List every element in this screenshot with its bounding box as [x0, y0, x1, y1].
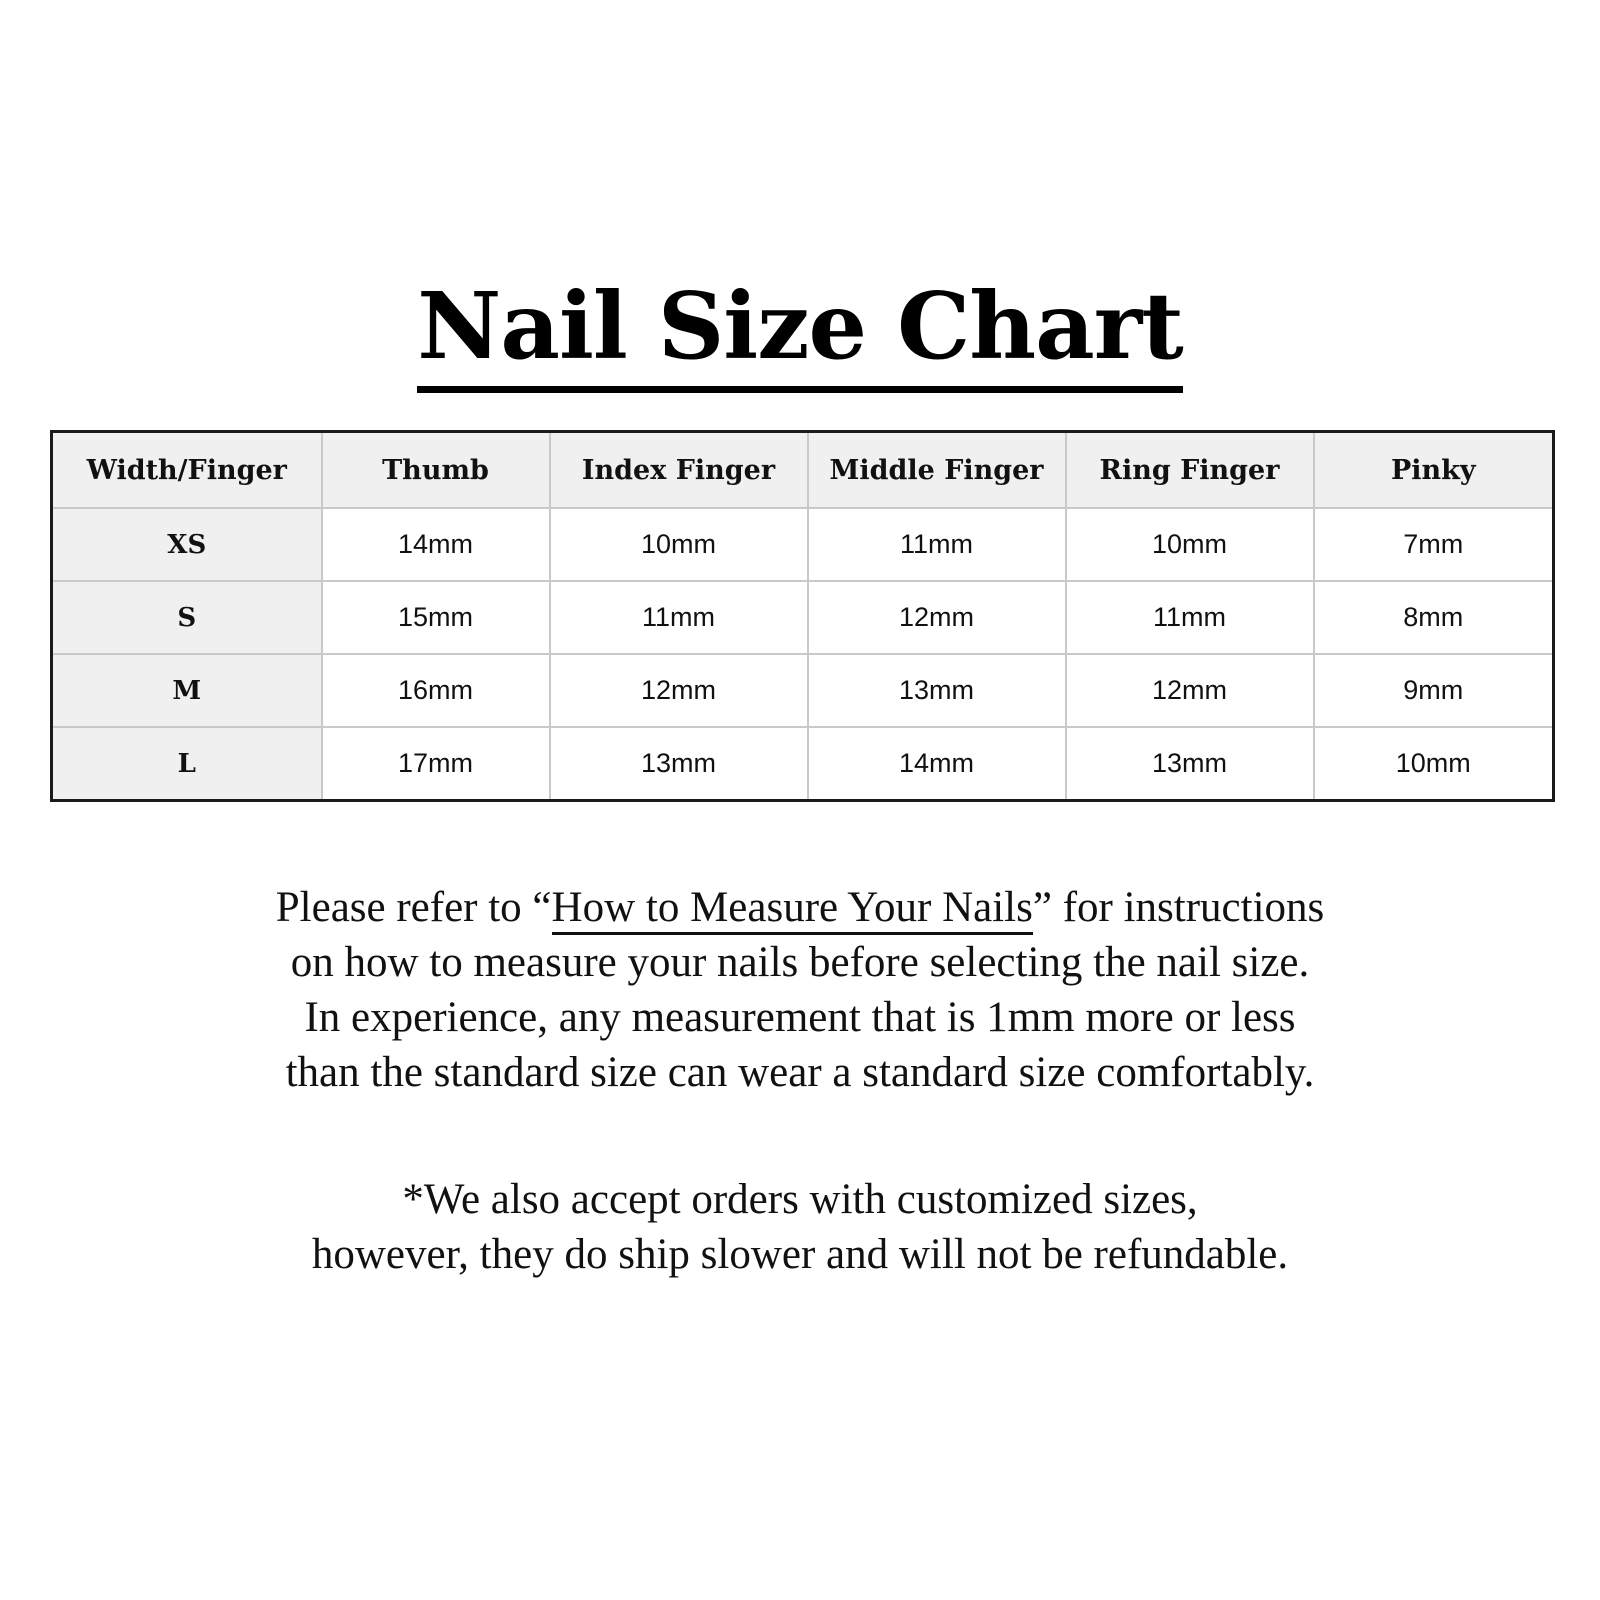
custom-sizes-note: [0, 1172, 1600, 1282]
cell-m-middle: 13mm: [808, 654, 1066, 727]
cell-xs-pinky: 7mm: [1314, 508, 1554, 581]
cell-m-thumb: 16mm: [322, 654, 550, 727]
cell-s-pinky: 8mm: [1314, 581, 1554, 654]
instructions-line-1-pre: Please refer to “: [275, 884, 552, 931]
notes-section: [0, 880, 1600, 1282]
cell-m-ring: 12mm: [1066, 654, 1314, 727]
column-header-pinky: Pinky: [1314, 432, 1554, 509]
cell-m-index: 12mm: [550, 654, 808, 727]
cell-s-thumb: 15mm: [322, 581, 550, 654]
instructions-line-3: In experience, any measurement that is 1mm more or less: [304, 994, 1296, 1042]
size-chart-container: [50, 430, 1552, 802]
cell-s-ring: 11mm: [1066, 581, 1314, 654]
cell-m-pinky: 9mm: [1314, 654, 1554, 727]
page-title-container: [0, 0, 1600, 454]
instructions-line-4: than the standard size can wear a standard size comfortably.: [285, 1049, 1315, 1097]
column-header-thumb: Thumb: [322, 432, 550, 509]
cell-s-index: 11mm: [550, 581, 808, 654]
column-header-width-finger: Width/Finger: [52, 432, 322, 509]
table-row: [52, 654, 1554, 727]
size-chart-table: [50, 430, 1555, 802]
row-header-xs: XS: [52, 508, 322, 581]
instructions-line-1-post: ” for instructions: [1032, 884, 1325, 931]
instructions-line-2: on how to measure your nails before selecting the nail size.: [290, 939, 1310, 987]
cell-xs-thumb: 14mm: [322, 508, 550, 581]
page-title: Nail Size Chart: [417, 280, 1183, 393]
table-body: [52, 508, 1554, 801]
how-to-measure-link[interactable]: How to Measure Your Nails: [552, 884, 1033, 935]
instructions-note: [0, 880, 1600, 1100]
cell-l-index: 13mm: [550, 727, 808, 801]
custom-sizes-line-1: *We also accept orders with customized sizes,: [402, 1176, 1198, 1224]
table-row: [52, 508, 1554, 581]
cell-xs-ring: 10mm: [1066, 508, 1314, 581]
instructions-line-1: [0, 880, 1600, 935]
custom-sizes-line-2: however, they do ship slower and will not be refundable.: [311, 1231, 1289, 1279]
row-header-l: L: [52, 727, 322, 801]
cell-l-ring: 13mm: [1066, 727, 1314, 801]
row-header-m: M: [52, 654, 322, 727]
cell-xs-middle: 11mm: [808, 508, 1066, 581]
row-header-s: S: [52, 581, 322, 654]
column-header-ring-finger: Ring Finger: [1066, 432, 1314, 509]
column-header-index-finger: Index Finger: [550, 432, 808, 509]
cell-l-middle: 14mm: [808, 727, 1066, 801]
column-header-middle-finger: Middle Finger: [808, 432, 1066, 509]
table-header-row: [52, 432, 1554, 509]
cell-l-pinky: 10mm: [1314, 727, 1554, 801]
table-header: [52, 432, 1554, 509]
cell-s-middle: 12mm: [808, 581, 1066, 654]
table-row: [52, 581, 1554, 654]
cell-xs-index: 10mm: [550, 508, 808, 581]
table-row: [52, 727, 1554, 801]
cell-l-thumb: 17mm: [322, 727, 550, 801]
